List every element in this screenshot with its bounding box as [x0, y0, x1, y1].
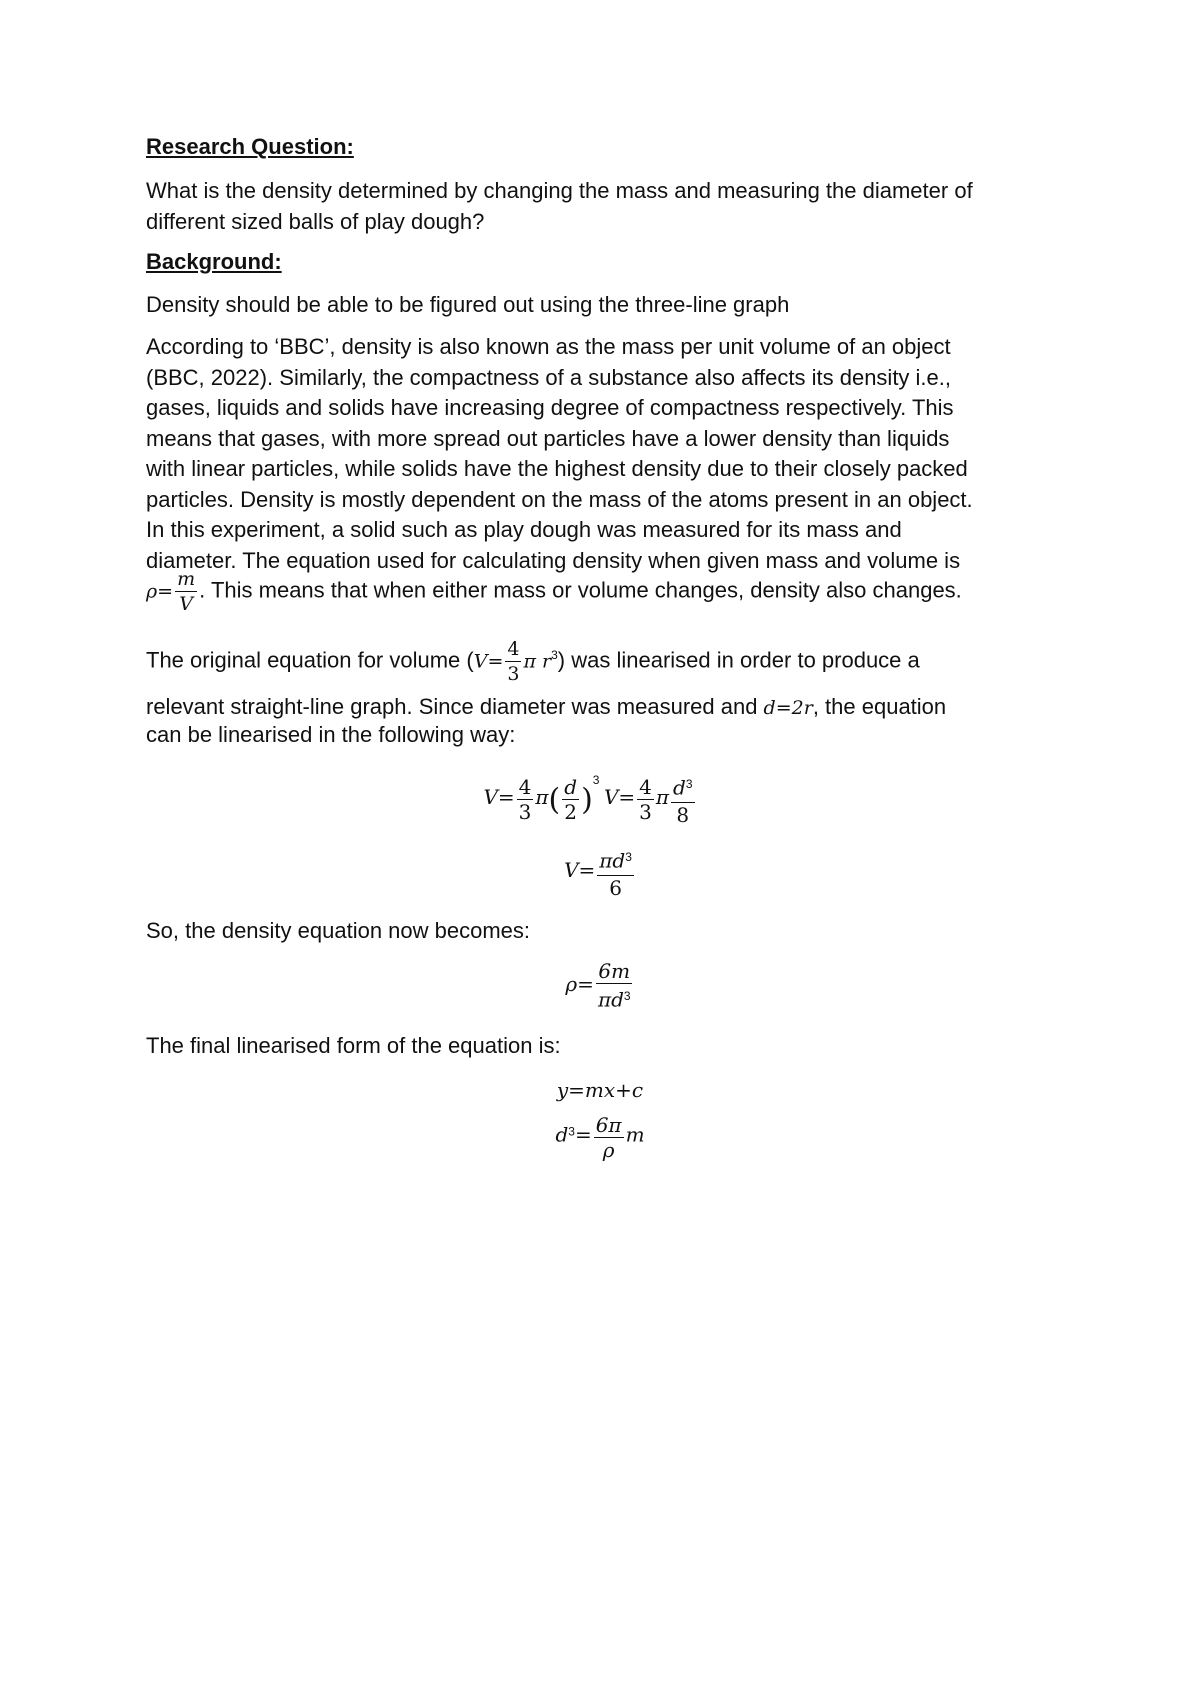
- density-formula-sentence: . This means that when either mass or volume changes, density also changes.: [199, 577, 962, 603]
- density-formula: ρ= $\frac{m}{V}$: [146, 568, 196, 615]
- volume-equation-line: The original equation for volume (V= $\frac{4}{3}$ π $r^3$) was linearised in order to produce a: [146, 638, 920, 685]
- linear-general-equation: y=mx+c: [556, 1078, 644, 1102]
- background-heading: Background:: [146, 249, 282, 274]
- background-paragraph-3: In this experiment, a solid such as play dough was measured for its mass and diameter. The equation used for calculating density when given mass and volume is: [146, 517, 961, 573]
- volume-formula: V= $\frac{4}{3}$ π $r^3$: [473, 638, 558, 685]
- background-paragraph-6: can be linearised in the following way:: [146, 722, 516, 747]
- background-paragraph-2: According to ‘BBC’, density is also known as the mass per unit volume of an object (BBC, 2022). Similarly, the compactness of a substance also affects its density i.e., gases, liquids and solids have increasing degree of compactness respectively. This means that gases, with more spread out particles have a lower density than liquids with linear particles, while solids have the highest density due to their closely packed particles. Density is mostly dependent on the mass of the atoms present in an object.: [146, 334, 973, 512]
- linearised-equation: $d^3=$ $\frac{6\pi}{\rho}$ m: [555, 1113, 645, 1162]
- research-question-text: What is the density determined by changing the mass and measuring the diameter of different sized balls of play dough?: [146, 178, 973, 234]
- density-formula-line: [146, 568, 962, 615]
- background-paragraph-8: The final linearised form of the equation is:: [146, 1033, 561, 1058]
- research-question-heading: Research Question:: [146, 134, 354, 159]
- diameter-relation: d=2r: [763, 697, 813, 719]
- background-paragraph-1: Density should be able to be figured out using the three-line graph: [146, 292, 790, 317]
- volume-diameter-equation: V= $\frac{\pi d^3}{6}$: [0, 846, 1200, 899]
- volume-derivation-equation: V= $\frac{4}{3}$ π( $\frac{d}{2}$ )$^3$ V= $\frac{4}{3}$ π $\frac{d^3}{8}$: [483, 773, 693, 828]
- density-diameter-equation: ρ= $\frac{6m}{\pi d^3}$: [565, 959, 631, 1012]
- diameter-sentence: relevant straight-line graph. Since diameter was measured and d=2r, the equation: [146, 694, 947, 719]
- background-paragraph-7: So, the density equation now becomes:: [146, 918, 531, 943]
